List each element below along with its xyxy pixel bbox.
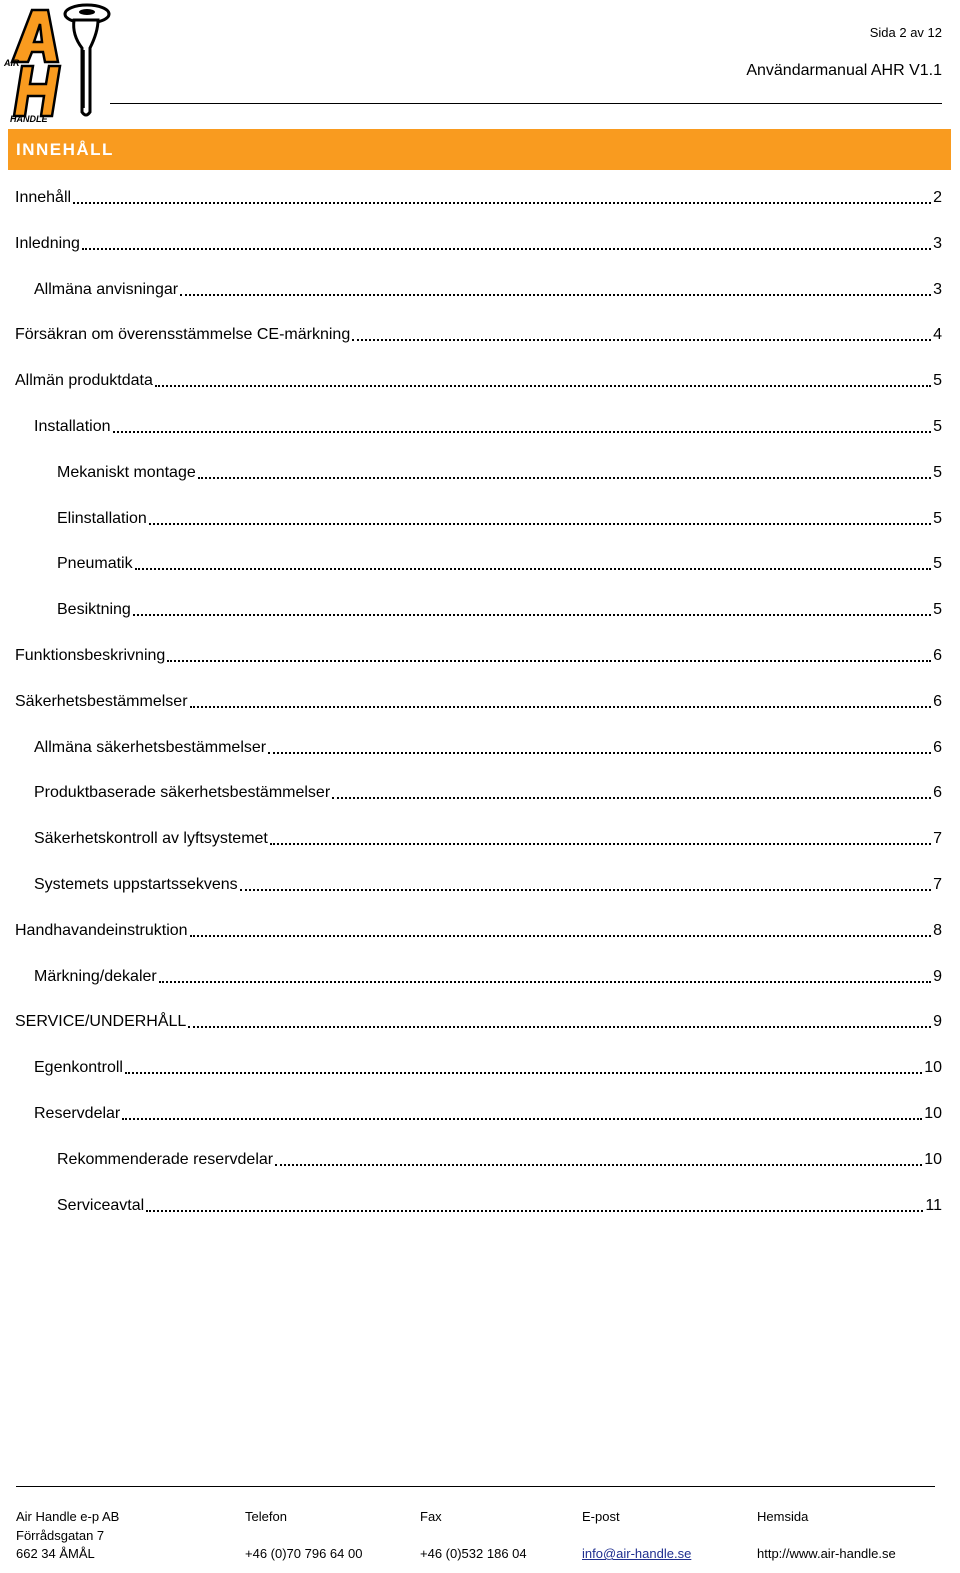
toc-entry-title: Allmän produktdata [15, 372, 153, 389]
toc-leader-dots [270, 843, 931, 845]
footer-company [16, 1508, 119, 1564]
toc-entry-page: 8 [933, 922, 942, 939]
footer-phone [245, 1508, 362, 1564]
header-divider [110, 103, 942, 104]
toc-entry[interactable] [0, 461, 942, 485]
toc-entry-title: Märkning/dekaler [34, 968, 157, 985]
toc-entry-page: 5 [933, 510, 942, 527]
company-name: Air Handle e-p AB [16, 1509, 120, 1524]
toc-leader-dots [180, 294, 931, 296]
toc-entry-title: Besiktning [57, 601, 131, 618]
toc-entry[interactable] [0, 507, 942, 531]
toc-leader-dots [198, 477, 931, 479]
phone-label: Telefon [245, 1509, 287, 1524]
fax-label: Fax [420, 1509, 442, 1524]
toc-entry-title: Allmäna anvisningar [34, 281, 179, 298]
toc-entry-page: 5 [933, 601, 942, 618]
toc-entry-page: 6 [933, 647, 942, 664]
toc-entry-title: Innehåll [15, 189, 72, 206]
section-banner [8, 129, 951, 170]
toc-leader-dots [167, 660, 931, 662]
toc-entry[interactable] [0, 278, 942, 302]
email-label: E-post [582, 1509, 620, 1524]
toc-leader-dots [190, 935, 932, 937]
web-value: http://www.air-handle.se [757, 1546, 896, 1561]
toc-leader-dots [82, 248, 931, 250]
toc-entry[interactable] [0, 965, 942, 989]
toc-entry[interactable] [0, 1102, 942, 1126]
toc-entry-title: Handhavandeinstruktion [15, 922, 188, 939]
footer-email [582, 1508, 691, 1564]
toc-leader-dots [275, 1164, 922, 1166]
toc-leader-dots [133, 614, 931, 616]
toc-entry[interactable] [0, 690, 942, 714]
svg-text:AIR: AIR [4, 58, 20, 68]
toc-entry-page: 10 [924, 1105, 942, 1122]
toc-entry-page: 7 [933, 830, 942, 847]
toc-entry[interactable] [0, 323, 942, 347]
toc-leader-dots [149, 523, 931, 525]
toc-entry-page: 5 [933, 464, 942, 481]
toc-leader-dots [240, 889, 931, 891]
toc-leader-dots [155, 385, 931, 387]
toc-entry[interactable] [0, 919, 942, 943]
toc-entry-title: Egenkontroll [34, 1059, 123, 1076]
footer-fax [420, 1508, 527, 1564]
toc-entry[interactable] [0, 644, 942, 668]
toc-entry-title: Försäkran om överensstämmelse CE-märkning [15, 326, 351, 343]
toc-leader-dots [73, 202, 931, 204]
toc-entry-page: 6 [933, 693, 942, 710]
toc-leader-dots [146, 1210, 923, 1212]
fax-value: +46 (0)532 186 04 [420, 1546, 527, 1561]
document-title: Användarmanual AHR V1.1 [746, 62, 942, 79]
air-handle-logo [2, 0, 112, 125]
toc-entry-title: Inledning [15, 235, 80, 252]
footer-divider [16, 1486, 935, 1487]
web-label: Hemsida [757, 1509, 809, 1524]
toc-entry[interactable] [0, 552, 942, 576]
toc-entry[interactable] [0, 827, 942, 851]
company-street: Förrådsgatan 7 [16, 1527, 105, 1543]
toc-leader-dots [190, 706, 932, 708]
toc-entry-page: 5 [933, 372, 942, 389]
toc-entry[interactable] [0, 1148, 942, 1172]
toc-entry-page: 5 [933, 418, 942, 435]
toc-entry-title: Systemets uppstartssekvens [34, 876, 238, 893]
toc-entry-page: 6 [933, 784, 942, 801]
toc-entry-page: 9 [933, 968, 942, 985]
toc-entry-title: Mekaniskt montage [57, 464, 196, 481]
toc-entry-title: Produktbaserade säkerhetsbestämmelser [34, 784, 331, 801]
toc-entry-title: Säkerhetskontroll av lyftsystemet [34, 830, 268, 847]
toc-entry-page: 11 [925, 1197, 942, 1214]
toc-leader-dots [122, 1118, 922, 1120]
phone-value: +46 (0)70 796 64 00 [245, 1546, 363, 1561]
toc-entry-page: 10 [924, 1059, 942, 1076]
toc-entry-page: 3 [933, 281, 942, 298]
toc-leader-dots [188, 1026, 931, 1028]
toc-entry[interactable] [0, 415, 942, 439]
toc-entry-title: Säkerhetsbestämmelser [15, 693, 188, 710]
email-link[interactable]: info@air-handle.se [582, 1546, 692, 1561]
toc-entry-page: 6 [933, 739, 942, 756]
toc-entry[interactable] [0, 232, 942, 256]
toc-entry-page: 3 [933, 235, 942, 252]
toc-entry-page: 7 [933, 876, 942, 893]
toc-entry-title: Pneumatik [57, 555, 133, 572]
toc-entry-title: Allmäna säkerhetsbestämmelser [34, 739, 267, 756]
toc-entry[interactable] [0, 873, 942, 897]
toc-entry-page: 2 [933, 189, 942, 206]
svg-text:HANDLE: HANDLE [10, 114, 48, 124]
footer [0, 1508, 960, 1568]
toc-leader-dots [159, 981, 931, 983]
section-title: INNEHÅLL [16, 139, 114, 159]
toc-leader-dots [268, 752, 931, 754]
toc-leader-dots [352, 339, 931, 341]
toc-leader-dots [125, 1072, 922, 1074]
toc-entry[interactable] [0, 1056, 942, 1080]
toc-entry-title: Serviceavtal [57, 1197, 145, 1214]
toc-entry-title: Installation [34, 418, 111, 435]
toc-entry[interactable] [0, 736, 942, 760]
toc-entry-page: 4 [933, 326, 942, 343]
toc-entry-title: Elinstallation [57, 510, 147, 527]
toc-entry-page: 5 [933, 555, 942, 572]
company-city: 662 34 ÅMÅL [16, 1546, 95, 1561]
toc-entry-title: SERVICE/UNDERHÅLL [15, 1013, 187, 1030]
toc-entry[interactable] [0, 186, 942, 210]
toc-entry[interactable] [0, 1194, 942, 1218]
toc-leader-dots [332, 797, 931, 799]
toc-entry-title: Funktionsbeskrivning [15, 647, 166, 664]
toc-entry[interactable] [0, 369, 942, 393]
toc-entry-title: Reservdelar [34, 1105, 121, 1122]
toc-entry[interactable] [0, 598, 942, 622]
toc-entry[interactable] [0, 1010, 942, 1034]
toc-entry-page: 9 [933, 1013, 942, 1030]
toc-leader-dots [135, 568, 932, 570]
page-number: Sida 2 av 12 [869, 25, 942, 40]
toc-entry-title: Rekommenderade reservdelar [57, 1151, 274, 1168]
toc-entry[interactable] [0, 781, 942, 805]
toc-entry-page: 10 [924, 1151, 942, 1168]
footer-web [757, 1508, 896, 1564]
toc-leader-dots [113, 431, 932, 433]
